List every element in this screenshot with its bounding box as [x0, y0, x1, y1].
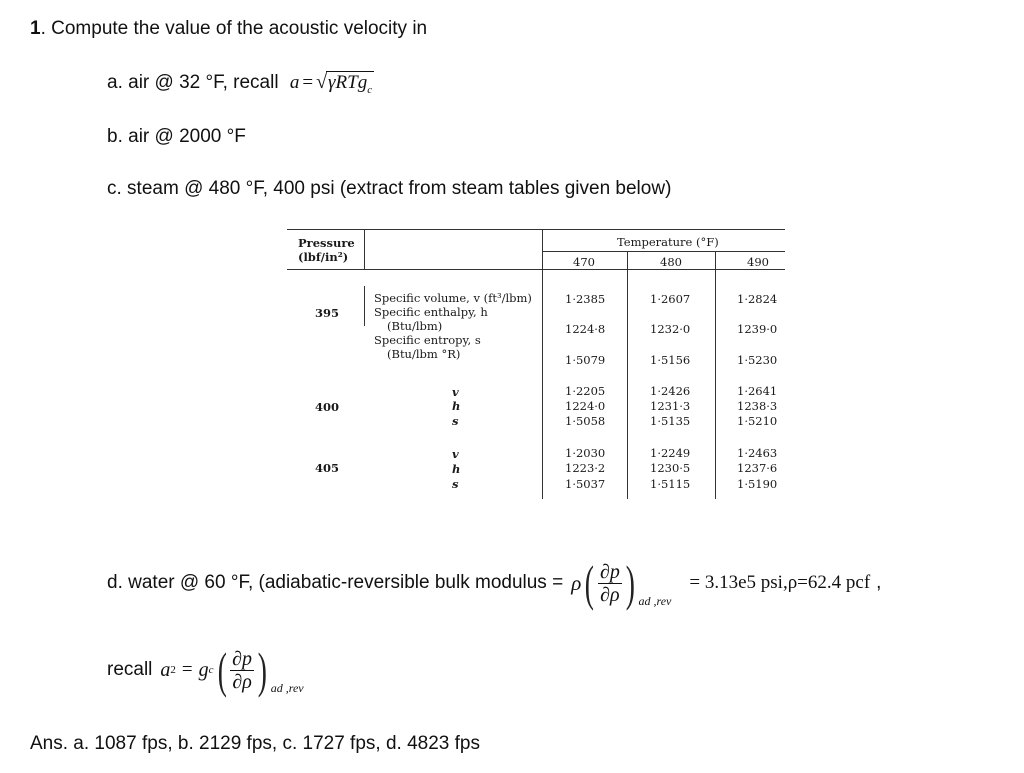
temp-480: 480	[660, 255, 682, 269]
vrule-2	[542, 229, 543, 499]
part-b-text: b. air @ 2000 °F	[107, 126, 246, 147]
recall-g: g	[198, 658, 209, 681]
cell-405-s-470: 1·5037	[565, 477, 606, 491]
sym-405-s: s	[452, 477, 459, 491]
pressure-400: 400	[315, 400, 340, 414]
table-top-rule	[287, 229, 785, 230]
cell-395-s-490: 1·5230	[737, 353, 778, 367]
formula-d-value: = 3.13e5 psi,ρ=62.4 pcf	[689, 572, 871, 593]
formula-d-rho: ρ	[571, 570, 582, 595]
sym-400-s: s	[452, 414, 459, 428]
recall-rparen: )	[257, 642, 267, 698]
radicand-sub: c	[367, 84, 373, 96]
cell-400-s-480: 1·5135	[650, 414, 691, 428]
recall-fraction	[230, 648, 254, 693]
sym-400-v: v	[452, 385, 459, 399]
cell-395-h-490: 1239·0	[737, 322, 778, 336]
problem-heading	[30, 18, 427, 40]
part-d-text: d. water @ 60 °F, (adiabatic-reversible bulk modulus =	[107, 572, 564, 593]
vrule-3	[627, 251, 628, 499]
formula-a-eq: =	[302, 72, 314, 93]
pressure-units: (lbf/in²)	[298, 250, 349, 264]
recall-g-sub: c	[208, 664, 214, 676]
cell-405-v-480: 1·2249	[650, 446, 691, 460]
formula-d-rparen: )	[625, 555, 635, 611]
pressure-header: Pressure	[298, 236, 355, 250]
cell-405-h-470: 1223·2	[565, 461, 606, 475]
prop-label-enthalpy-units: (Btu/lbm)	[387, 319, 443, 333]
recall-sub: ad ,rev	[270, 681, 304, 695]
sym-405-h: h	[452, 462, 461, 476]
cell-400-s-470: 1·5058	[565, 414, 606, 428]
radicand-main: γRTg	[328, 72, 368, 93]
part-b	[107, 126, 246, 148]
formula-d-den: ∂ρ	[600, 583, 620, 606]
cell-400-h-480: 1231·3	[650, 399, 691, 413]
cell-395-v-480: 1·2607	[650, 292, 691, 306]
sqrt-symbol: √	[316, 71, 328, 93]
cell-405-s-480: 1·5115	[650, 477, 691, 491]
steam-table	[287, 226, 785, 500]
part-a-text: a. air @ 32 °F, recall	[107, 72, 279, 93]
prop-label-entropy-units: (Btu/lbm °R)	[387, 347, 461, 361]
formula-d-tail: ,	[876, 572, 882, 593]
cell-395-s-480: 1·5156	[650, 353, 691, 367]
cell-395-v-470: 1·2385	[565, 292, 606, 306]
temp-490: 490	[747, 255, 769, 269]
cell-405-s-490: 1·5190	[737, 477, 778, 491]
pressure-405: 405	[315, 461, 340, 475]
vrule-4	[715, 251, 716, 499]
cell-400-v-470: 1·2205	[565, 384, 606, 398]
cell-405-h-480: 1230·5	[650, 461, 691, 475]
recall-num: ∂p	[232, 647, 253, 670]
part-c-text: c. steam @ 480 °F, 400 psi (extract from steam tables given below)	[107, 178, 672, 199]
cell-400-h-490: 1238·3	[737, 399, 778, 413]
sym-400-h: h	[452, 399, 461, 413]
answers-text: Ans. a. 1087 fps, b. 2129 fps, c. 1727 fps, d. 4823 fps	[30, 733, 480, 754]
prop-label-enthalpy: Specific enthalpy, h	[374, 305, 488, 319]
prop-label-volume: Specific volume, v (ft³/lbm)	[374, 291, 532, 305]
recall-den: ∂ρ	[232, 670, 252, 693]
cell-395-h-470: 1224·8	[565, 322, 606, 336]
recall-eq: =	[181, 659, 193, 680]
formula-a-lhs: a	[289, 72, 300, 93]
recall-text: recall	[107, 659, 153, 680]
cell-405-v-490: 1·2463	[737, 446, 778, 460]
header-bottom-rule	[287, 269, 785, 270]
temp-header-rule	[542, 251, 785, 252]
recall-sup: 2	[170, 664, 176, 676]
cell-395-v-490: 1·2824	[737, 292, 778, 306]
vrule-1-head	[364, 229, 365, 269]
problem-title: . Compute the value of the acoustic velocity in	[40, 18, 428, 39]
temp-header: Temperature (°F)	[617, 235, 719, 249]
cell-405-v-470: 1·2030	[565, 446, 606, 460]
sym-405-v: v	[452, 447, 459, 461]
cell-395-h-480: 1232·0	[650, 322, 691, 336]
answers	[30, 733, 480, 755]
part-d	[107, 553, 881, 613]
cell-395-s-470: 1·5079	[565, 353, 606, 367]
cell-400-v-490: 1·2641	[737, 384, 778, 398]
part-c	[107, 178, 671, 200]
formula-d-sub: ad ,rev	[638, 594, 672, 608]
pressure-395: 395	[315, 306, 340, 320]
cell-400-h-470: 1224·0	[565, 399, 606, 413]
formula-d-num: ∂p	[599, 560, 620, 583]
vrule-1-body	[364, 286, 365, 326]
formula-d-lparen: (	[585, 555, 595, 611]
part-a	[107, 71, 374, 96]
cell-400-s-490: 1·5210	[737, 414, 778, 428]
recall-lhs: a	[160, 658, 171, 681]
recall-lparen: (	[217, 642, 227, 698]
cell-405-h-490: 1237·6	[737, 461, 778, 475]
formula-a-radicand	[326, 71, 374, 96]
recall-line	[107, 640, 304, 700]
temp-470: 470	[573, 255, 595, 269]
formula-d-fraction	[598, 561, 622, 606]
cell-400-v-480: 1·2426	[650, 384, 691, 398]
problem-number: 1	[30, 18, 41, 39]
prop-label-entropy: Specific entropy, s	[374, 333, 481, 347]
